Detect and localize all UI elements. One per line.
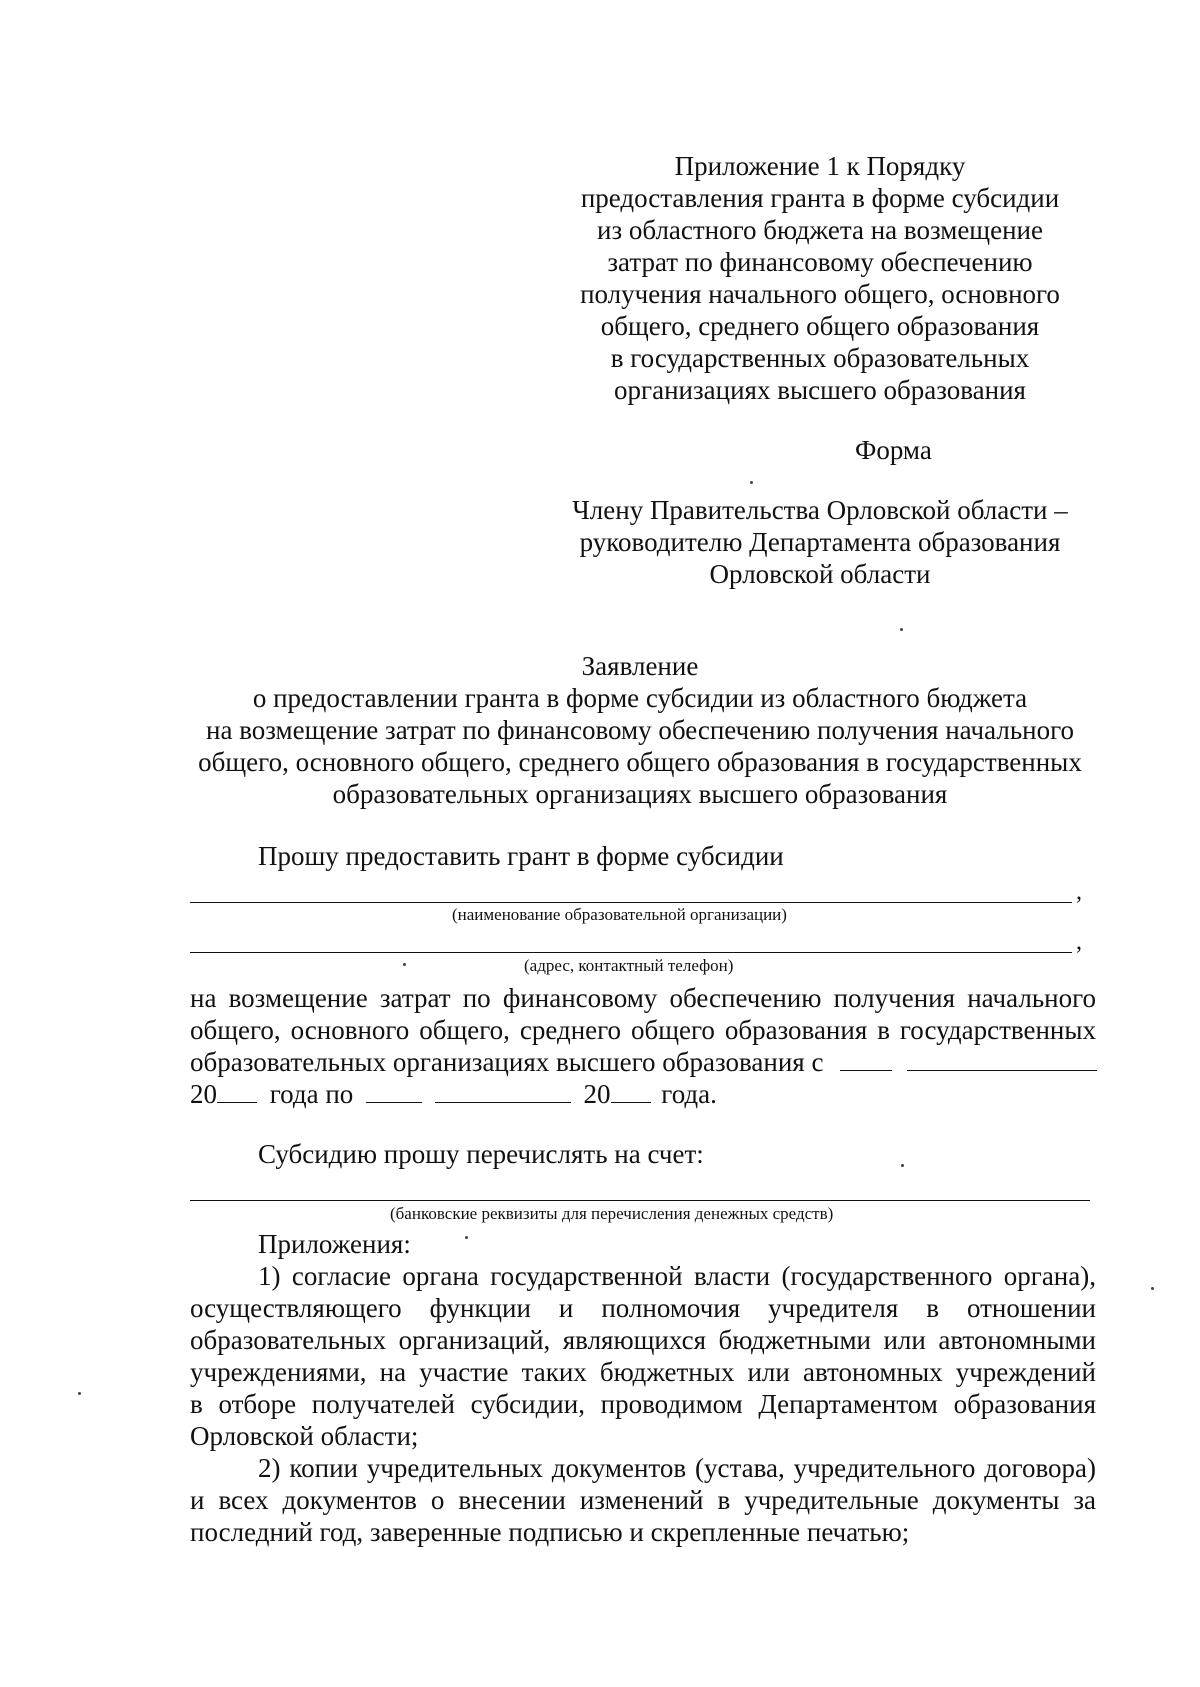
attachment-item-line: 1) согласие органа государственной власти (государственного органа), — [258, 1261, 1096, 1291]
account-text: Субсидию прошу перечислять на счет: — [258, 1139, 704, 1169]
scan-speck — [403, 963, 406, 966]
end-year-blank[interactable] — [611, 1078, 651, 1103]
year-prefix: 20 — [190, 1079, 217, 1109]
application-title — [180, 650, 1100, 810]
end-day-blank[interactable] — [366, 1078, 422, 1103]
annex-line: общего, среднего общего образования — [600, 311, 1040, 341]
period-line — [190, 1078, 717, 1110]
org-name-caption: (наименование образовательной организации) — [452, 905, 787, 924]
bank-details-caption: (банковские реквизиты для перечисления денежных средств) — [390, 1204, 834, 1223]
scan-speck — [465, 1236, 468, 1239]
attachment-item-line: образовательных организаций, являющихся бюджетными или автономными — [190, 1325, 1096, 1355]
start-day-blank[interactable] — [840, 1046, 892, 1071]
scan-speck — [1151, 1287, 1154, 1290]
title-line: образовательных организациях высшего образования — [332, 779, 948, 809]
purpose-line: на возмещение затрат по финансовому обеспечению получения начального — [190, 983, 1096, 1013]
start-year-blank[interactable] — [217, 1078, 257, 1103]
addressee-line: Члену Правительства Орловской области – — [572, 495, 1068, 525]
address-field[interactable] — [190, 929, 1082, 955]
attachment-item-line: в отборе получателей субсидии, проводимом Департаментом образования — [190, 1389, 1096, 1419]
addressee-line: Орловской области — [709, 559, 931, 589]
annex-line: получения начального общего, основного — [580, 279, 1060, 309]
address-caption: (адрес, контактный телефон) — [524, 956, 734, 975]
attachment-item-line: последний год, заверенные подписью и скрепленные печатью; — [190, 1517, 910, 1547]
purpose-line: общего, основного общего, среднего общего образования в государственных — [190, 1015, 1096, 1045]
org-name-underline — [190, 902, 1072, 903]
purpose-line: образовательных организациях высшего образования с — [190, 1047, 824, 1077]
address-underline — [190, 952, 1072, 953]
scan-speck — [78, 1392, 81, 1395]
scan-speck — [901, 1164, 904, 1167]
scan-speck — [750, 481, 753, 484]
year-prefix: 20 — [583, 1079, 611, 1109]
bank-details-underline — [190, 1200, 1090, 1201]
start-month-blank[interactable] — [907, 1046, 1097, 1071]
addressee-block — [560, 494, 1080, 590]
attachment-item-line: учреждениями, на участие таких бюджетных или автономных учреждений — [190, 1357, 1096, 1387]
title-heading: Заявление — [581, 651, 699, 681]
attachments-heading: Приложения: — [258, 1229, 411, 1259]
purpose-line-with-date — [190, 1046, 1097, 1078]
annex-line: затрат по финансовому обеспечению — [607, 247, 1033, 277]
end-month-blank[interactable] — [435, 1078, 571, 1103]
attachment-item-line: 2) копии учредительных документов (устава, учредительного договора) — [258, 1453, 1096, 1483]
title-line: общего, основного общего, среднего общего образования в государственных — [198, 747, 1082, 777]
comma: , — [1076, 929, 1082, 955]
annex-line: в государственных образовательных — [610, 343, 1030, 373]
bank-details-field[interactable] — [190, 1180, 1090, 1202]
annex-line: предоставления гранта в форме субсидии — [580, 183, 1060, 213]
attachment-item-line: Орловской области; — [190, 1421, 419, 1451]
annex-line: из областного бюджета на возмещение — [597, 215, 1043, 245]
comma: , — [1076, 879, 1082, 905]
form-label: Форма — [855, 435, 932, 465]
org-name-field[interactable] — [190, 879, 1082, 905]
addressee-line: руководителю Департамента образования — [579, 527, 1061, 557]
attachment-item-line: осуществляющего функции и полномочия учредителя в отношении — [190, 1293, 1096, 1323]
scan-speck — [900, 628, 903, 631]
year-word: года по — [269, 1079, 354, 1109]
title-line: о предоставлении гранта в форме субсидии из областного бюджета — [252, 683, 1028, 713]
attachment-item-line: и всех документов о внесении изменений в учредительные документы за — [190, 1485, 1096, 1515]
annex-line: Приложение 1 к Порядку — [674, 151, 966, 181]
annex-line: организациях высшего образования — [614, 375, 1026, 405]
annex-header — [560, 150, 1080, 406]
year-word-end: года. — [661, 1079, 717, 1109]
request-intro: Прошу предоставить грант в форме субсидии — [258, 841, 784, 871]
title-line: на возмещение затрат по финансовому обеспечению получения начального — [206, 715, 1074, 745]
